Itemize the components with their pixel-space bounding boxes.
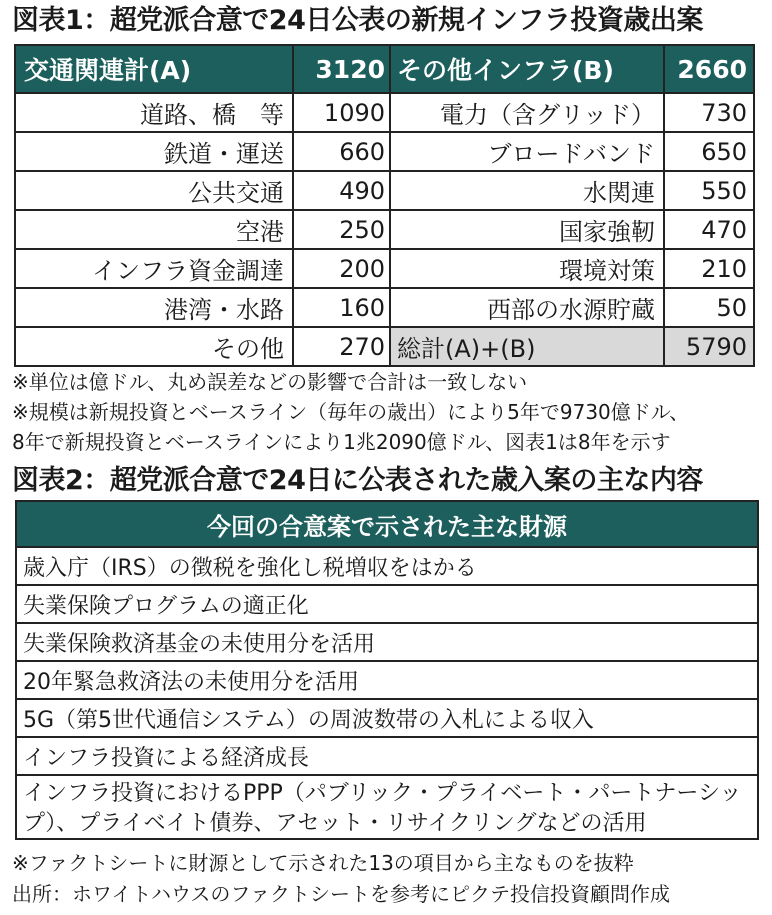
row-b-label: 環境対策	[389, 248, 665, 289]
grand-total-value: 5790	[663, 326, 755, 367]
list-item: インフラ投資におけるPPP（パブリック・プライベート・パートナーシップ）、プライベイト債券、アセット・リサイクリングなどの活用	[15, 774, 759, 840]
row-b-label: 西部の水源貯蔵	[389, 287, 665, 328]
table-header-row	[14, 44, 759, 92]
table-row	[14, 209, 759, 248]
figure1-note-scale-cont: 8年で新規投資とベースラインにより1兆2090億ドル、図表1は8年を示す	[12, 430, 671, 454]
source-note: 出所：ホワイトハウスのファクトシートを参考にピクテ投信投資顧問作成	[12, 882, 670, 906]
row-b-value: 50	[663, 287, 755, 328]
row-a-value: 1090	[292, 92, 391, 133]
row-a-label: その他	[14, 326, 294, 367]
other-infra-label: その他インフラ(B)	[389, 44, 665, 94]
revenue-sources-table	[15, 500, 759, 840]
row-b-value: 730	[663, 92, 755, 133]
row-b-label: 電力（含グリッド）	[389, 92, 665, 133]
row-b-value: 550	[663, 170, 755, 211]
row-a-label: 道路、橋 等	[14, 92, 294, 133]
row-b-label: 水関連	[389, 170, 665, 211]
list-item: 20年緊急救済法の未使用分を活用	[15, 660, 759, 700]
row-a-label: 空港	[14, 209, 294, 250]
list-item: 失業保険救済基金の未使用分を活用	[15, 622, 759, 662]
row-a-label: 鉄道・運送	[14, 131, 294, 172]
table-row-total	[14, 326, 759, 365]
list-item: 失業保険プログラムの適正化	[15, 584, 759, 624]
row-a-label: インフラ資金調達	[14, 248, 294, 289]
table-row	[14, 248, 759, 287]
row-a-value: 160	[292, 287, 391, 328]
row-a-label: 港湾・水路	[14, 287, 294, 328]
row-a-value: 250	[292, 209, 391, 250]
list-item: 歳入庁（IRS）の徴税を強化し税増収をはかる	[15, 546, 759, 586]
figure1-note-units: ※単位は億ドル、丸め誤差などの影響で合計は一致しない	[12, 370, 528, 394]
row-b-label: 国家強靭	[389, 209, 665, 250]
figure2-title: 図表2：超党派合意で24日に公表された歳入案の主な内容	[12, 465, 703, 496]
figure1-title: 図表1：超党派合意で24日公表の新規インフラ投資歳出案	[12, 5, 703, 36]
other-infra-value: 2660	[663, 44, 755, 94]
table-row	[14, 170, 759, 209]
transport-total-value: 3120	[292, 44, 391, 94]
revenue-table-header: 今回の合意案で示された主な財源	[15, 500, 759, 548]
grand-total-label: 総計(A)+(B)	[389, 326, 665, 367]
list-item: インフラ投資による経済成長	[15, 736, 759, 776]
figure1-note-scale: ※規模は新規投資とベースライン（毎年の歳出）により5年で9730億ドル、	[12, 400, 690, 424]
table-row	[14, 92, 759, 131]
figure2-note-excerpt: ※ファクトシートに財源として示された13の項目から主なものを抜粋	[12, 851, 634, 875]
row-b-label: ブロードバンド	[389, 131, 665, 172]
row-a-label: 公共交通	[14, 170, 294, 211]
row-b-value: 650	[663, 131, 755, 172]
row-b-value: 210	[663, 248, 755, 289]
row-a-value: 270	[292, 326, 391, 367]
row-a-value: 660	[292, 131, 391, 172]
table-row	[14, 131, 759, 170]
table-row	[14, 287, 759, 326]
transport-total-label: 交通関連計(A)	[14, 44, 294, 94]
row-a-value: 200	[292, 248, 391, 289]
list-item: 5G（第5世代通信システム）の周波数帯の入札による収入	[15, 698, 759, 738]
row-b-value: 470	[663, 209, 755, 250]
row-a-value: 490	[292, 170, 391, 211]
infrastructure-spending-table	[14, 44, 759, 365]
